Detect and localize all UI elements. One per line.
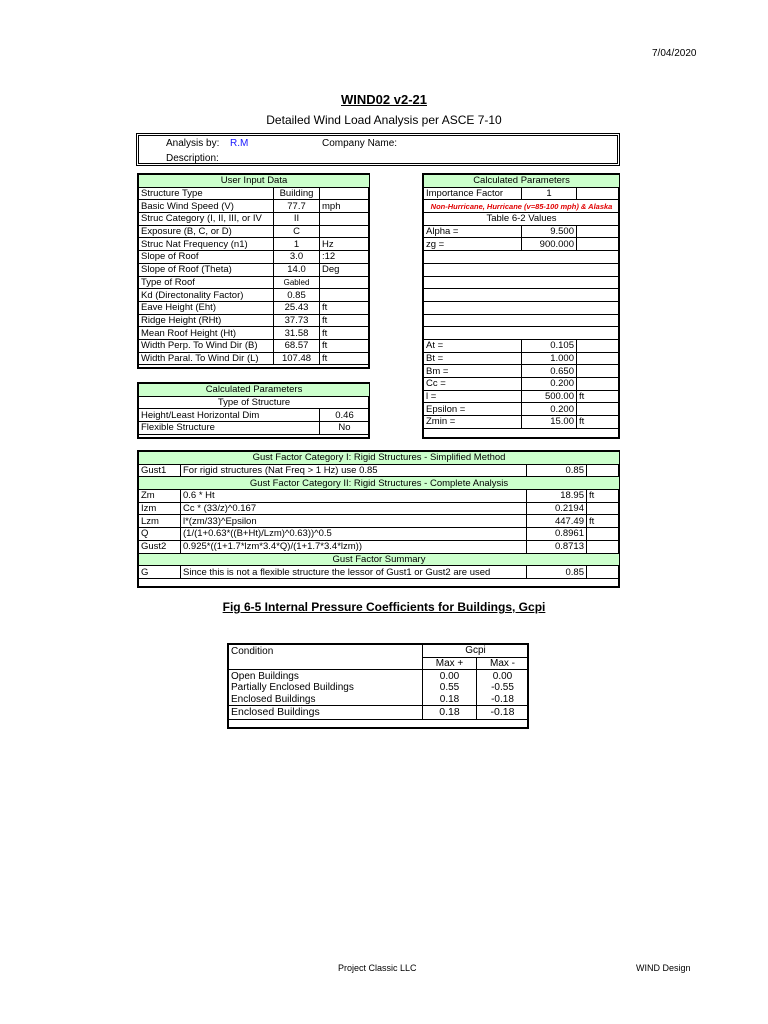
param-value: 900.000	[522, 238, 577, 251]
input-label: Ridge Height (RHt)	[139, 314, 274, 327]
gust-label: Izm	[139, 502, 181, 515]
input-value[interactable]: 0.85	[274, 289, 320, 302]
blank-cell	[424, 276, 620, 289]
input-value[interactable]: 77.7	[274, 200, 320, 213]
gust1-row	[139, 464, 620, 477]
gust-unit	[587, 464, 620, 477]
blank-cell	[424, 327, 620, 340]
max-minus-header: Max -	[477, 657, 529, 670]
input-unit	[320, 276, 370, 289]
gcpi-row	[229, 694, 529, 706]
user-input-header: User Input Data	[139, 175, 370, 188]
user-input-row	[139, 301, 370, 314]
param-label: Bt =	[424, 352, 522, 365]
gust-value: 18.95	[527, 490, 587, 503]
footer-company: Project Classic LLC	[338, 963, 417, 973]
blank-cell	[424, 301, 620, 314]
input-label: Slope of Roof (Theta)	[139, 263, 274, 276]
input-value[interactable]: 37.73	[274, 314, 320, 327]
calc-param-row	[424, 225, 620, 238]
param-label: Cc =	[424, 378, 522, 391]
param-value: 0.105	[522, 339, 577, 352]
input-label: Struc Category (I, II, III, or IV	[139, 213, 274, 226]
input-unit: ft	[320, 327, 370, 340]
condition-label: Enclosed Buildings	[229, 694, 423, 706]
input-value[interactable]: 68.57	[274, 339, 320, 352]
max-plus-value: 0.00	[423, 670, 477, 682]
gust-unit	[587, 540, 620, 553]
selected-condition[interactable]: Enclosed Buildings	[229, 706, 423, 720]
calc-params-left-table	[138, 383, 370, 435]
calc-param-blank-row	[424, 314, 620, 327]
blank-cell	[424, 289, 620, 302]
blank-cell	[424, 314, 620, 327]
gust-unit: ft	[587, 515, 620, 528]
gust-cat2-row	[139, 515, 620, 528]
calc-params-left-header: Calculated Parameters	[139, 384, 370, 397]
param-label: zg =	[424, 238, 522, 251]
gust-cat2-row	[139, 528, 620, 541]
description-label: Description:	[166, 153, 219, 164]
calc-param-blank-row	[424, 301, 620, 314]
param-label: Epsilon =	[424, 403, 522, 416]
gcpi-table	[228, 644, 529, 720]
input-label: Structure Type	[139, 187, 274, 200]
gcpi-row	[229, 670, 529, 682]
gust-value: 0.8713	[527, 540, 587, 553]
table-6-2-label: Table 6-2 Values	[424, 213, 620, 226]
gust-cat1-header: Gust Factor Category I: Rigid Structures - Simplified Method	[139, 452, 620, 465]
input-label: Eave Height (Eht)	[139, 301, 274, 314]
type-of-structure-label: Type of Structure	[139, 396, 370, 409]
input-unit: Hz	[320, 238, 370, 251]
calc-param-row	[424, 339, 620, 352]
gust-summary-header	[139, 553, 620, 566]
input-label: Width Paral. To Wind Dir (L)	[139, 352, 274, 365]
gust-formula: l*(zm/33)^Epsilon	[181, 515, 527, 528]
selected-max-minus: -0.18	[477, 706, 529, 720]
param-label: Flexible Structure	[139, 422, 320, 435]
calc-param-blank-row	[424, 327, 620, 340]
input-value[interactable]: II	[274, 213, 320, 226]
gust-label: Lzm	[139, 515, 181, 528]
analysis-by-label: Analysis by:	[166, 138, 220, 149]
gust-summary-header: Gust Factor Summary	[139, 553, 620, 566]
param-label: Height/Least Horizontal Dim	[139, 409, 320, 422]
input-label: Width Perp. To Wind Dir (B)	[139, 339, 274, 352]
gust-label: Gust1	[139, 464, 181, 477]
calc-param-row	[424, 365, 620, 378]
gust-unit	[587, 502, 620, 515]
analysis-info-box	[136, 133, 620, 166]
param-value: 0.650	[522, 365, 577, 378]
gust-summary-row	[139, 566, 620, 579]
calc-param-blank-row	[424, 276, 620, 289]
gcpi-selected-row	[229, 706, 529, 720]
importance-factor-value[interactable]: 1	[522, 187, 577, 200]
gust-formula: For rigid structures (Nat Freq > 1 Hz) use 0.85	[181, 464, 527, 477]
date: 7/04/2020	[652, 48, 697, 59]
input-label: Kd (Directonality Factor)	[139, 289, 274, 302]
gcpi-row	[229, 682, 529, 694]
input-unit: :12	[320, 251, 370, 264]
input-unit: ft	[320, 301, 370, 314]
param-label: Bm =	[424, 365, 522, 378]
param-unit	[577, 378, 620, 391]
gust-label: Gust2	[139, 540, 181, 553]
calc-params-right-header: Calculated Parameters	[424, 175, 620, 188]
input-value[interactable]: C	[274, 225, 320, 238]
page-subtitle: Detailed Wind Load Analysis per ASCE 7-10	[266, 113, 502, 127]
param-value: 0.200	[522, 378, 577, 391]
input-value[interactable]: Building	[274, 187, 320, 200]
gust-label: Zm	[139, 490, 181, 503]
input-label: Struc Nat Frequency (n1)	[139, 238, 274, 251]
gust-value: 0.8961	[527, 528, 587, 541]
user-input-row	[139, 187, 370, 200]
analysis-by-value[interactable]: R.M	[230, 138, 249, 149]
user-input-row	[139, 314, 370, 327]
hurricane-note: Non-Hurricane, Hurricane (v=85-100 mph) & Alaska	[424, 200, 620, 213]
user-input-row	[139, 339, 370, 352]
user-input-row	[139, 276, 370, 289]
calc-params-right-table	[423, 174, 620, 429]
gust-formula: (1/(1+0.63*((B+Ht)/Lzm)^0.63))^0.5	[181, 528, 527, 541]
user-input-row	[139, 238, 370, 251]
param-value: 500.00	[522, 390, 577, 403]
gust-unit: ft	[587, 490, 620, 503]
input-value[interactable]: 3.0	[274, 251, 320, 264]
gust-cat2-row	[139, 502, 620, 515]
input-unit: ft	[320, 339, 370, 352]
param-value: No	[320, 422, 370, 435]
param-unit	[577, 403, 620, 416]
gust-factor-table	[138, 451, 620, 579]
gust-cat2-header: Gust Factor Category II: Rigid Structures - Complete Analysis	[139, 477, 620, 490]
gust-cat2-header	[139, 477, 620, 490]
gcpi-header: Gcpi	[423, 645, 529, 658]
input-value[interactable]: 1	[274, 238, 320, 251]
input-value[interactable]: 107.48	[274, 352, 320, 365]
user-input-table	[138, 174, 370, 365]
input-unit	[320, 213, 370, 226]
max-minus-value: -0.55	[477, 682, 529, 694]
user-input-row	[139, 251, 370, 264]
gust-cat2-row	[139, 490, 620, 503]
company-name-label: Company Name:	[322, 138, 398, 149]
user-input-row	[139, 352, 370, 365]
input-unit	[320, 225, 370, 238]
gust-unit	[587, 528, 620, 541]
input-unit	[320, 289, 370, 302]
calc-param-row	[139, 422, 370, 435]
max-plus-header: Max +	[423, 657, 477, 670]
max-minus-value: -0.18	[477, 694, 529, 706]
input-label: Mean Roof Height (Ht)	[139, 327, 274, 340]
blank-cell	[424, 263, 620, 276]
input-unit	[320, 187, 370, 200]
param-value: 0.46	[320, 409, 370, 422]
calc-param-blank-row	[424, 289, 620, 302]
param-label: l =	[424, 390, 522, 403]
param-value: 15.00	[522, 416, 577, 429]
max-plus-value: 0.18	[423, 694, 477, 706]
page-title: WIND02 v2-21	[341, 92, 427, 107]
gust-formula: 0.6 * Ht	[181, 490, 527, 503]
calc-param-row	[424, 238, 620, 251]
calc-param-row	[424, 416, 620, 429]
user-input-row	[139, 289, 370, 302]
user-input-row	[139, 213, 370, 226]
input-label: Slope of Roof	[139, 251, 274, 264]
condition-label: Open Buildings	[229, 670, 423, 682]
calc-param-row	[424, 390, 620, 403]
calc-param-row	[139, 409, 370, 422]
max-minus-value: 0.00	[477, 670, 529, 682]
calc-param-row	[424, 378, 620, 391]
input-unit: Deg	[320, 263, 370, 276]
param-unit: ft	[577, 390, 620, 403]
gust-value: 0.85	[527, 566, 587, 579]
user-input-row	[139, 263, 370, 276]
max-plus-value: 0.55	[423, 682, 477, 694]
param-value: 9.500	[522, 225, 577, 238]
user-input-row	[139, 327, 370, 340]
importance-factor-label: Importance Factor	[424, 187, 522, 200]
param-unit	[577, 238, 620, 251]
param-label: Alpha =	[424, 225, 522, 238]
param-unit	[577, 339, 620, 352]
param-unit	[577, 225, 620, 238]
selected-max-plus: 0.18	[423, 706, 477, 720]
param-value: 1.000	[522, 352, 577, 365]
input-value[interactable]: 25.43	[274, 301, 320, 314]
input-label: Type of Roof	[139, 276, 274, 289]
gust-cat1-header	[139, 452, 620, 465]
condition-header: Condition	[229, 645, 423, 658]
gust-formula: 0.925*((1+1.7*lzm*3.4*Q)/(1+1.7*3.4*lzm))	[181, 540, 527, 553]
param-label: Zmin =	[424, 416, 522, 429]
blank-cell	[424, 251, 620, 264]
param-unit	[577, 365, 620, 378]
gust-formula: Since this is not a flexible structure the lessor of Gust1 or Gust2 are used	[181, 566, 527, 579]
calc-param-blank-row	[424, 263, 620, 276]
gust-value: 0.2194	[527, 502, 587, 515]
gust-label: G	[139, 566, 181, 579]
user-input-row	[139, 225, 370, 238]
input-value[interactable]: 31.58	[274, 327, 320, 340]
user-input-row	[139, 200, 370, 213]
fig-6-5-title: Fig 6-5 Internal Pressure Coefficients for Buildings, Gcpi	[222, 600, 546, 614]
gust-value: 0.85	[527, 464, 587, 477]
gust-value: 447.49	[527, 515, 587, 528]
gust-unit	[587, 566, 620, 579]
gust-formula: Cc * (33/z)^0.167	[181, 502, 527, 515]
calc-param-row	[424, 352, 620, 365]
input-unit: mph	[320, 200, 370, 213]
param-unit	[577, 352, 620, 365]
calc-param-blank-row	[424, 251, 620, 264]
param-unit: ft	[577, 416, 620, 429]
calc-param-row	[424, 403, 620, 416]
input-label: Exposure (B, C, or D)	[139, 225, 274, 238]
input-value[interactable]: 14.0	[274, 263, 320, 276]
input-unit: ft	[320, 352, 370, 365]
gust-cat2-row	[139, 540, 620, 553]
param-label: At =	[424, 339, 522, 352]
gust-label: Q	[139, 528, 181, 541]
input-unit: ft	[320, 314, 370, 327]
condition-label: Partially Enclosed Buildings	[229, 682, 423, 694]
input-label: Basic Wind Speed (V)	[139, 200, 274, 213]
footer-title: WIND Design	[636, 963, 691, 973]
input-value[interactable]: Gabled	[274, 276, 320, 289]
param-value: 0.200	[522, 403, 577, 416]
